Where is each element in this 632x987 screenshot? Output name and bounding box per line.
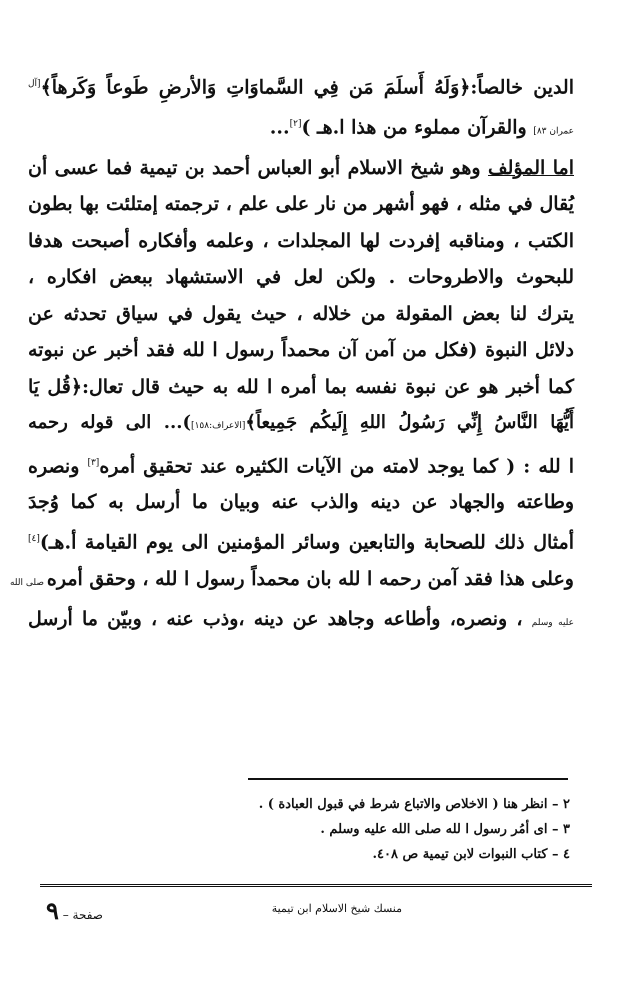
- page-label: صفحة –: [58, 908, 103, 922]
- text-line-11: [28, 445, 574, 485]
- text-line-5: الكتب ، ومناقبه إفردت لها المجلدات ، وعلمه وأفكاره أصبحت هدفا: [28, 229, 574, 252]
- text-line-7: يترك لنا بعض المقولة من خلاله ، حيث يقول في سياق تحدثه عن: [28, 302, 574, 325]
- line-text: وعلى هذا فقد آمن رحمه ا لله بان محمداً رسول ا لله ، وحقق أمره: [46, 567, 574, 590]
- line-text: ا لله : ( كما يوجد لامته من الآيات الكثيره عند تحقيق أمره: [99, 454, 574, 477]
- line-text: ، ونصره، وأطاعه وجاهد عن دينه ،وذب عنه ، وبيّن ما أرسل: [28, 608, 532, 631]
- text-line-13: [28, 521, 574, 561]
- text-line-4: يُقال في مثله ، فهو أشهر من نار على علم ، ترجمته إمتلئت بها بطون: [28, 193, 574, 216]
- line-text: وهو شيخ الاسلام أبو العباس أحمد بن تيمية فما عسى أن: [28, 156, 488, 179]
- page-footer: [40, 894, 592, 924]
- line-text: والقرآن مملوء من هذا ا.هـ ): [301, 116, 534, 139]
- verse-reference: [آل: [28, 79, 41, 89]
- section-heading: اما المؤلف: [488, 156, 574, 179]
- honorific-small: صلى الله: [9, 577, 47, 588]
- text-line-12: وطاعته والجهاد عن دينه والذب عنه وبيان ما أرسل به كما وُجدَ: [28, 491, 574, 514]
- book-title: منسك شيخ الاسلام ابن تيمية: [271, 902, 402, 915]
- footnote-4: ٤ – كتاب النبوات لابن تيمية ص ٤٠٨.: [372, 847, 570, 862]
- text-line-2: [28, 106, 574, 150]
- line-text: الدين خالصاً:: [470, 76, 574, 99]
- footnotes: [150, 792, 570, 867]
- footnote-3: ٣ – اى أمُر رسول ا لله صلى الله عليه وسلم .: [320, 822, 570, 837]
- verse-reference: [الاعراف:١٥٨]: [191, 421, 246, 432]
- footnote-marker: [٣]: [87, 457, 100, 468]
- footnote-2: ٢ – انظر هنا ( الاخلاص والاتباع شرط في قبول العبادة ) .: [258, 797, 570, 812]
- footer-divider: [40, 884, 592, 887]
- text-line-10: [28, 405, 574, 445]
- footnote-marker: [٤]: [28, 533, 40, 544]
- quran-verse: ﴿قُل يَا: [28, 375, 82, 398]
- quran-verse: ﴿وَلَهُ أَسلَمَ مَن فِي السَّماوَاتِ وَالأرضِ طَوعاً وَكَرهاً﴾: [40, 76, 471, 99]
- text-line-3: [28, 150, 574, 187]
- line-text: ونصره: [28, 454, 88, 477]
- footnote-marker: [٢]: [289, 118, 302, 129]
- main-text: [9, 66, 575, 642]
- line-text: كما أخبر هو عن نبوة نفسه بما أمره ا لله به حيث قال تعال:: [81, 375, 574, 398]
- page-number: ٩: [46, 896, 59, 925]
- footnote-divider: [248, 778, 568, 780]
- text-line-9: [28, 369, 574, 406]
- line-text: )... الى قوله رحمه: [28, 412, 192, 434]
- line-text: ...: [269, 116, 290, 139]
- text-line-1: [28, 66, 574, 106]
- text-line-15: [28, 601, 574, 642]
- quran-verse: أَيُّهَا النَّاسُ إِنِّي رَسُولُ اللهِ إِلَيكُم جَمِيعاً﴾: [245, 412, 574, 434]
- text-line-14: [9, 561, 574, 602]
- text-line-6: للبحوث والاطروحات . ولكن لعل في الاستشهاد ببعض افكاره ،: [28, 266, 574, 289]
- verse-reference: عمران ٨٣]: [533, 126, 574, 137]
- page-indicator: [46, 896, 103, 925]
- line-text: أمثال ذلك للصحابة والتابعين وسائر المؤمنين الى يوم القيامة أ.هـ): [39, 531, 574, 554]
- text-line-8: دلائل النبوة (فكل من آمن آن محمداً رسول ا لله فقد أخبر عن نبوته: [28, 339, 574, 362]
- honorific-small: عليه وسلم: [531, 618, 575, 629]
